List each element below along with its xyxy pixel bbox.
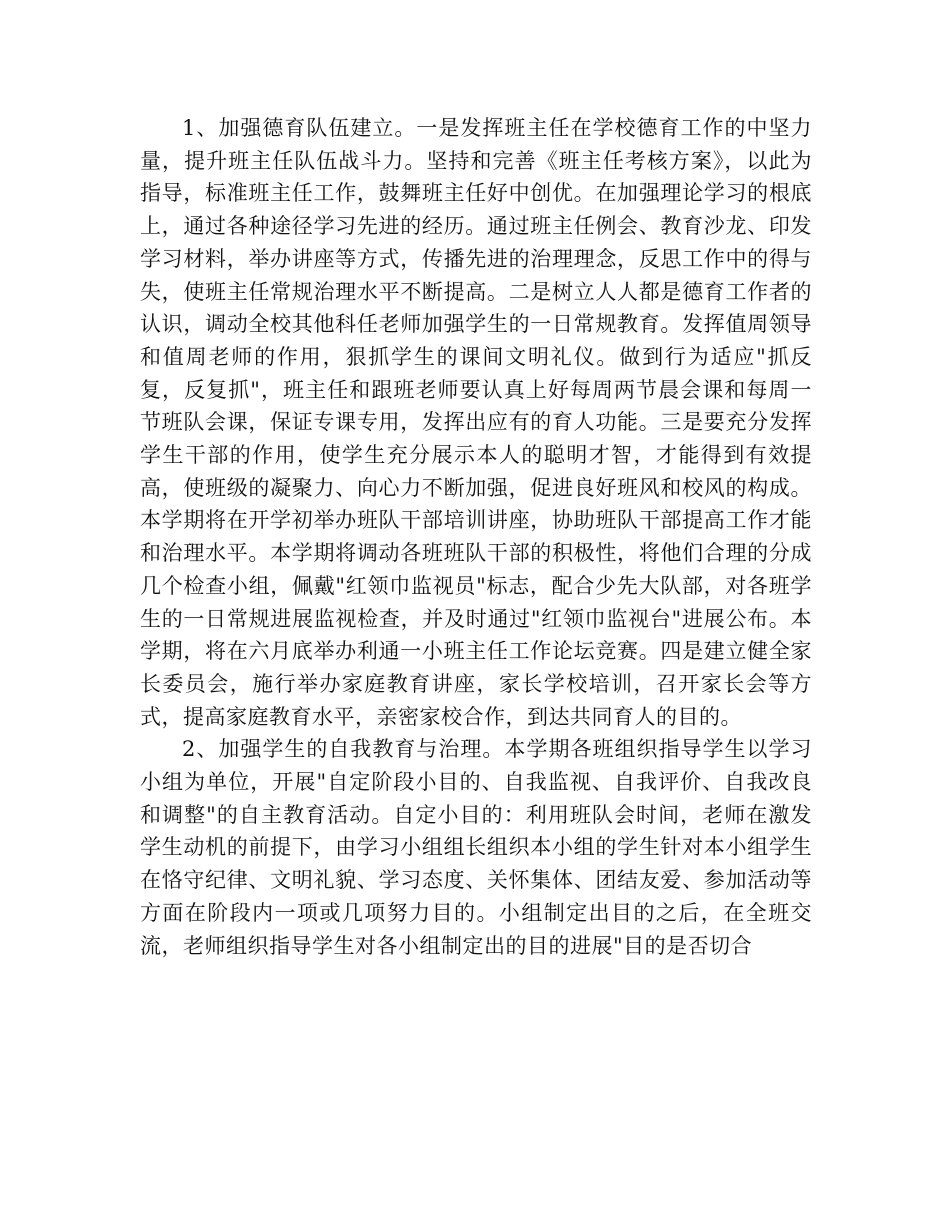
paragraph-2: 2、加强学生的自我教育与治理。本学期各班组织指导学生以学习小组为单位，开展"自定阶段小目的、自我监视、自我评价、自我改良和调整"的自主教育活动。自定小目的：利用班队会时间，老师在激发学生动机的前提下，由学习小组组长组织本小组的学生针对本小组学生在恪守纪律、文明礼貌、学习态度、关怀集体、团结友爱、参加活动等方面在阶段内一项或几项努力目的。小组制定出目的之后，在全班交流，老师组织指导学生对各小组制定出的目的进展"目的是否切合 (140, 737, 812, 958)
paragraph-1: 1、加强德育队伍建立。一是发挥班主任在学校德育工作的中坚力量，提升班主任队伍战斗力。坚持和完善《班主任考核方案》，以此为指导，标准班主任工作，鼓舞班主任好中创优。在加强理论学习的根底上，通过各种途径学习先进的经历。通过班主任例会、教育沙龙、印发学习材料，举办讲座等方式，传播先进的治理理念，反思工作中的得与失，使班主任常规治理水平不断提高。二是树立人人都是德育工作者的认识，调动全校其他科任老师加强学生的一日常规教育。发挥值周领导和值周老师的作用，狠抓学生的课间文明礼仪。做到行为适应"抓反复，反复抓"，班主任和跟班老师要认真上好每周两节晨会课和每周一节班队会课，保证专课专用，发挥出应有的育人功能。三是要充分发挥学生干部的作用，使学生充分展示本人的聪明才智，才能得到有效提高，使班级的凝聚力、向心力不断加强，促进良好班风和校风的构成。本学期将在开学初举办班队干部培训讲座，协助班队干部提高工作才能和治理水平。本学期将调动各班班队干部的积极性，将他们合理的分成几个检查小组，佩戴"红领巾监视员"标志，配合少先大队部，对各班学生的一日常规进展监视检查，并及时通过"红领巾监视台"进展公布。本学期，将在六月底举办利通一小班主任工作论坛竞赛。四是建立健全家长委员会，施行举办家庭教育讲座，家长学校培训，召开家长会等方式，提高家庭教育水平，亲密家校合作，到达共同育人的目的。 (140, 116, 812, 729)
document-body (140, 112, 812, 962)
